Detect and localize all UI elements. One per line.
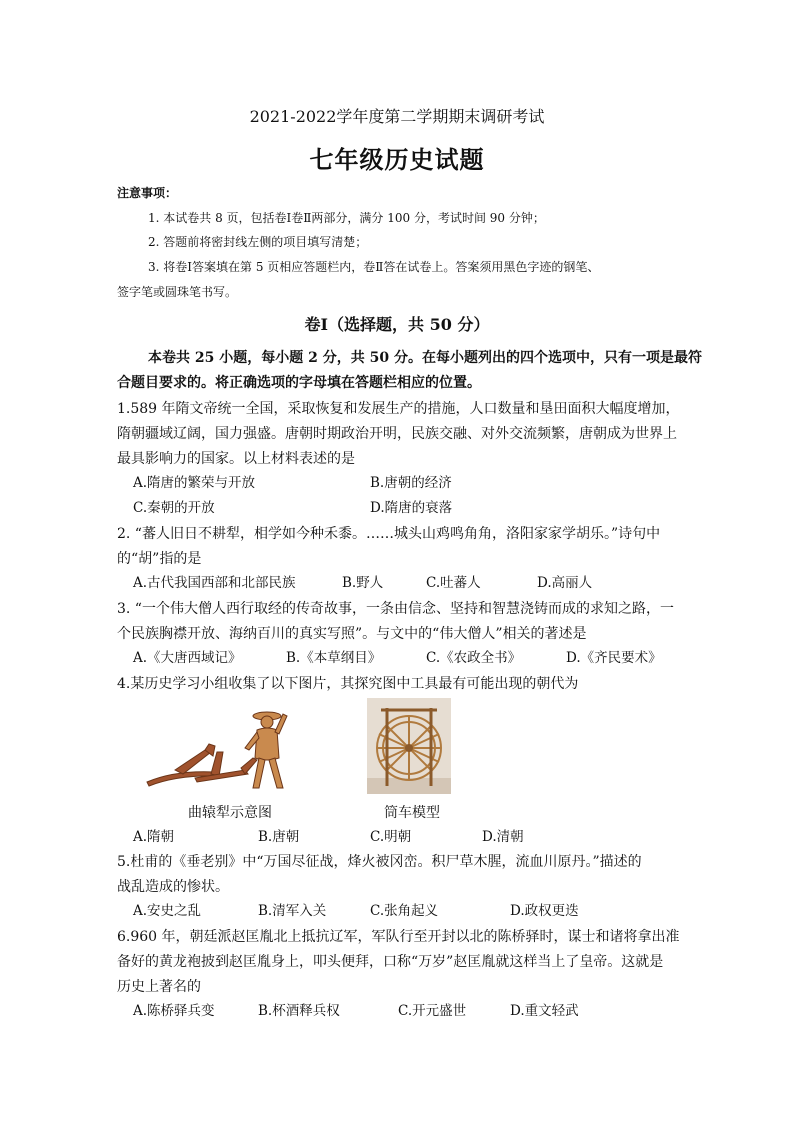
question-1-text-3: 最具影响力的国家。以上材料表述的是 bbox=[117, 451, 355, 467]
question-6-text-3: 历史上著名的 bbox=[117, 979, 201, 995]
question-2-text: 2. “蕃人旧日不耕犁，相学如今种禾黍。……城头山鸡鸣角角，洛阳家家学胡乐。”诗句中 bbox=[117, 526, 661, 542]
section-intro: 本卷共 25 小题，每小题 2 分，共 50 分。在每小题列出的四个选项中，只有一项是最符 bbox=[148, 350, 702, 366]
tube-waterwheel-model-photo bbox=[367, 698, 451, 794]
question-6-option-b: B.杯酒释兵权 bbox=[258, 1003, 340, 1019]
question-2-option-d: D.高丽人 bbox=[537, 575, 593, 591]
figure-caption-plough: 曲辕犁示意图 bbox=[188, 805, 272, 821]
question-6-text: 6.960 年，朝廷派赵匡胤北上抵抗辽军，军队行至开封以北的陈桥驿时，谋士和诸将拿出准 bbox=[117, 929, 680, 945]
notice-item-2: 2. 答题前将密封线左侧的项目填写清楚； bbox=[148, 235, 368, 249]
figure-caption-waterwheel: 筒车模型 bbox=[384, 805, 440, 821]
question-1-text-2: 隋朝疆域辽阔，国力强盛。唐朝时期政治开明，民族交融、对外交流频繁，唐朝成为世界上 bbox=[117, 426, 677, 442]
question-3-option-c: C.《农政全书》 bbox=[426, 650, 522, 666]
question-6-option-a: A.陈桥驿兵变 bbox=[133, 1003, 215, 1019]
question-1-option-a: A.隋唐的繁荣与开放 bbox=[133, 475, 256, 491]
question-3-option-b: B.《本草纲目》 bbox=[286, 650, 382, 666]
question-5-option-b: B.清军入关 bbox=[258, 903, 327, 919]
notice-item-1: 1. 本试卷共 8 页，包括卷Ⅰ卷Ⅱ两部分，满分 100 分，考试时间 90 分钟； bbox=[148, 211, 545, 225]
question-2-option-c: C.吐蕃人 bbox=[426, 575, 481, 591]
curved-shaft-plough-illustration bbox=[145, 700, 300, 795]
question-5-option-d: D.政权更迭 bbox=[510, 903, 579, 919]
section-title: 卷Ⅰ（选择题，共 50 分） bbox=[304, 315, 490, 334]
question-6-option-d: D.重文轻武 bbox=[510, 1003, 579, 1019]
section-intro-cont: 合题目要求的。将正确选项的字母填在答题栏相应的位置。 bbox=[117, 375, 481, 391]
question-1-option-b: B.唐朝的经济 bbox=[370, 475, 452, 491]
question-2-text-2: 的“胡”指的是 bbox=[117, 551, 202, 567]
question-1-option-d: D.隋唐的衰落 bbox=[370, 500, 453, 516]
question-3-option-a: A.《大唐西域记》 bbox=[133, 650, 242, 666]
question-5-text: 5.杜甫的《垂老别》中“万国尽征战，烽火被冈峦。积尸草木腥，流血川原丹。”描述的 bbox=[117, 854, 642, 870]
question-5-option-c: C.张角起义 bbox=[370, 903, 439, 919]
question-4-option-d: D.清朝 bbox=[482, 829, 524, 845]
exam-subtitle: 2021-2022学年度第二学期期末调研考试 bbox=[249, 107, 545, 126]
question-3-option-d: D.《齐民要术》 bbox=[566, 650, 662, 666]
question-1-text: 1.589 年隋文帝统一全国，采取恢复和发展生产的措施，人口数量和垦田面积大幅度增加， bbox=[117, 401, 680, 417]
question-5-text-2: 战乱造成的惨状。 bbox=[117, 879, 229, 895]
question-6-text-2: 备好的黄龙袍披到赵匡胤身上，叩头便拜，口称“万岁”赵匡胤就这样当上了皇帝。这就是 bbox=[117, 954, 664, 970]
question-2-option-b: B.野人 bbox=[342, 575, 384, 591]
question-3-text-2: 个民族胸襟开放、海纳百川的真实写照”。与文中的“伟大僧人”相关的著述是 bbox=[117, 626, 587, 642]
question-4-option-c: C.明朝 bbox=[370, 829, 412, 845]
question-6-option-c: C.开元盛世 bbox=[398, 1003, 467, 1019]
question-3-text: 3. “一个伟大僧人西行取经的传奇故事，一条由信念、坚持和智慧浇铸而成的求知之路，一 bbox=[117, 601, 674, 617]
question-5-option-a: A.安史之乱 bbox=[133, 903, 202, 919]
question-4-text: 4.某历史学习小组收集了以下图片，其探究图中工具最有可能出现的朝代为 bbox=[117, 676, 579, 692]
question-4-option-b: B.唐朝 bbox=[258, 829, 300, 845]
question-2-option-a: A.古代我国西部和北部民族 bbox=[133, 575, 296, 591]
exam-title: 七年级历史试题 bbox=[309, 145, 485, 174]
notice-item-3: 3. 将卷Ⅰ答案填在第 5 页相应答题栏内，卷Ⅱ答在试卷上。答案须用黑色字迹的钢笔、 bbox=[148, 260, 600, 274]
notice-item-3-cont: 签字笔或圆珠笔书写。 bbox=[117, 285, 238, 299]
notice-heading: 注意事项： bbox=[117, 186, 178, 200]
question-4-option-a: A.隋朝 bbox=[133, 829, 175, 845]
question-1-option-c: C.秦朝的开放 bbox=[133, 500, 215, 516]
